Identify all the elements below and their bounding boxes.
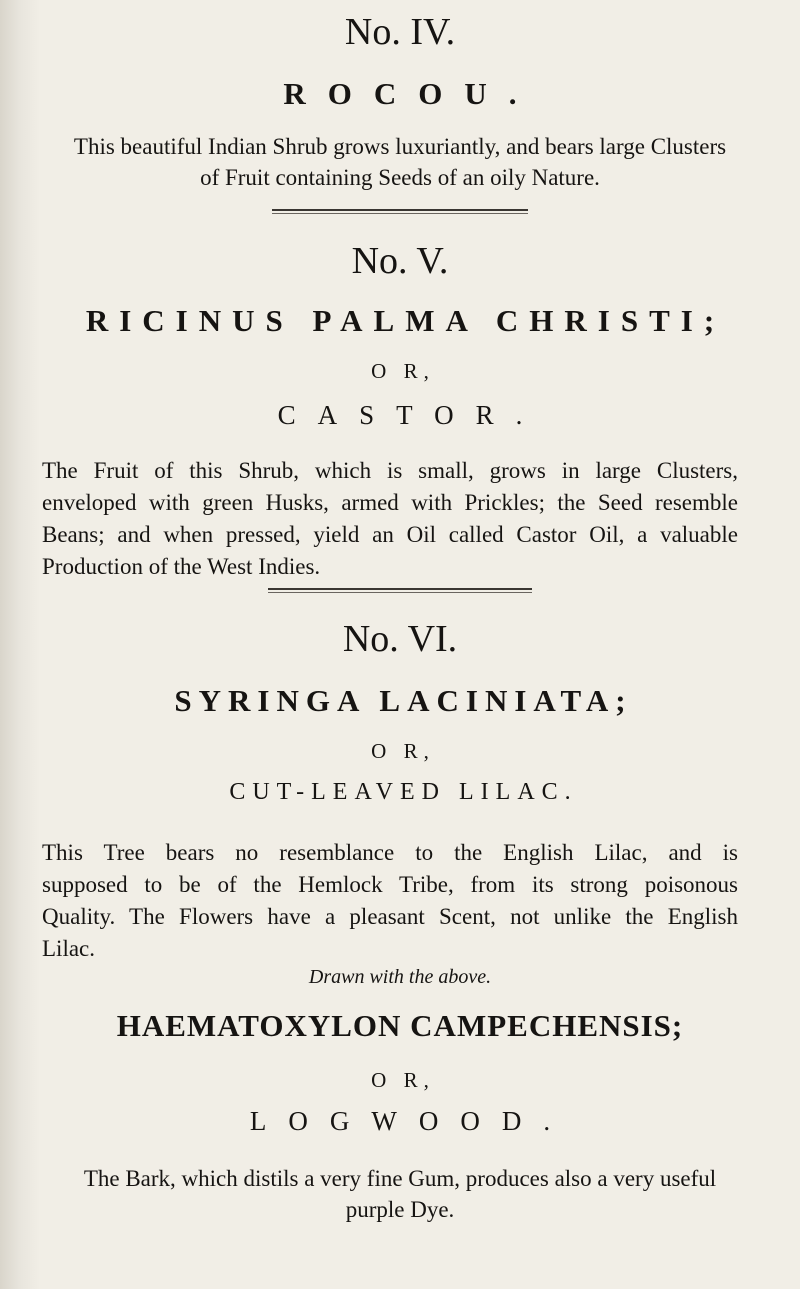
description-line: Lilac. bbox=[42, 936, 95, 961]
common-name-castor: CASTOR. bbox=[277, 400, 545, 430]
description-line: of Fruit containing Seeds of an oily Nature. bbox=[200, 165, 600, 190]
section-title-haematoxylon: HAEMATOXYLON CAMPECHENSIS; bbox=[116, 1008, 684, 1043]
description-line: enveloped with green Husks, armed with Prickles; the Seed resemble bbox=[42, 490, 738, 515]
section-number-iv: No. IV. bbox=[344, 11, 456, 53]
description-line: The Fruit of this Shrub, which is small, grows in large Clusters, bbox=[42, 458, 738, 483]
description-line: supposed to be of the Hemlock Tribe, from its strong poisonous bbox=[42, 872, 738, 897]
description-line: Production of the West Indies. bbox=[42, 554, 321, 579]
section-title-ricinus: RICINUS PALMA CHRISTI; bbox=[85, 303, 726, 338]
section-title-syringa: SYRINGA LACINIATA; bbox=[174, 683, 633, 718]
drawn-with-note: Drawn with the above. bbox=[308, 966, 492, 988]
section-number-vi: No. VI. bbox=[342, 618, 458, 660]
description-line: Beans; and when pressed, yield an Oil called Castor Oil, a valuable bbox=[42, 522, 738, 547]
description-paragraph-lilac bbox=[42, 837, 738, 965]
or-label: O R, bbox=[371, 359, 435, 383]
or-label: O R, bbox=[371, 739, 435, 763]
common-name-lilac: CUT-LEAVED LILAC. bbox=[229, 779, 578, 805]
description-line: The Bark, which distils a very fine Gum, produces also a very useful bbox=[83, 1166, 717, 1191]
common-name-logwood: LOGWOOD. bbox=[249, 1106, 573, 1136]
section-title-rocou: ROCOU. bbox=[283, 76, 539, 111]
section-divider bbox=[272, 209, 528, 211]
section-divider bbox=[268, 588, 532, 590]
or-label: O R, bbox=[371, 1068, 435, 1092]
section-number-v: No. V. bbox=[351, 240, 449, 282]
description-line: This beautiful Indian Shrub grows luxuriantly, and bears large Clusters bbox=[73, 134, 727, 159]
description-line: Quality. The Flowers have a pleasant Scent, not unlike the English bbox=[42, 904, 738, 929]
description-paragraph-castor bbox=[42, 455, 738, 583]
description-line: This Tree bears no resemblance to the English Lilac, and is bbox=[42, 840, 738, 865]
description-line: purple Dye. bbox=[345, 1197, 455, 1222]
